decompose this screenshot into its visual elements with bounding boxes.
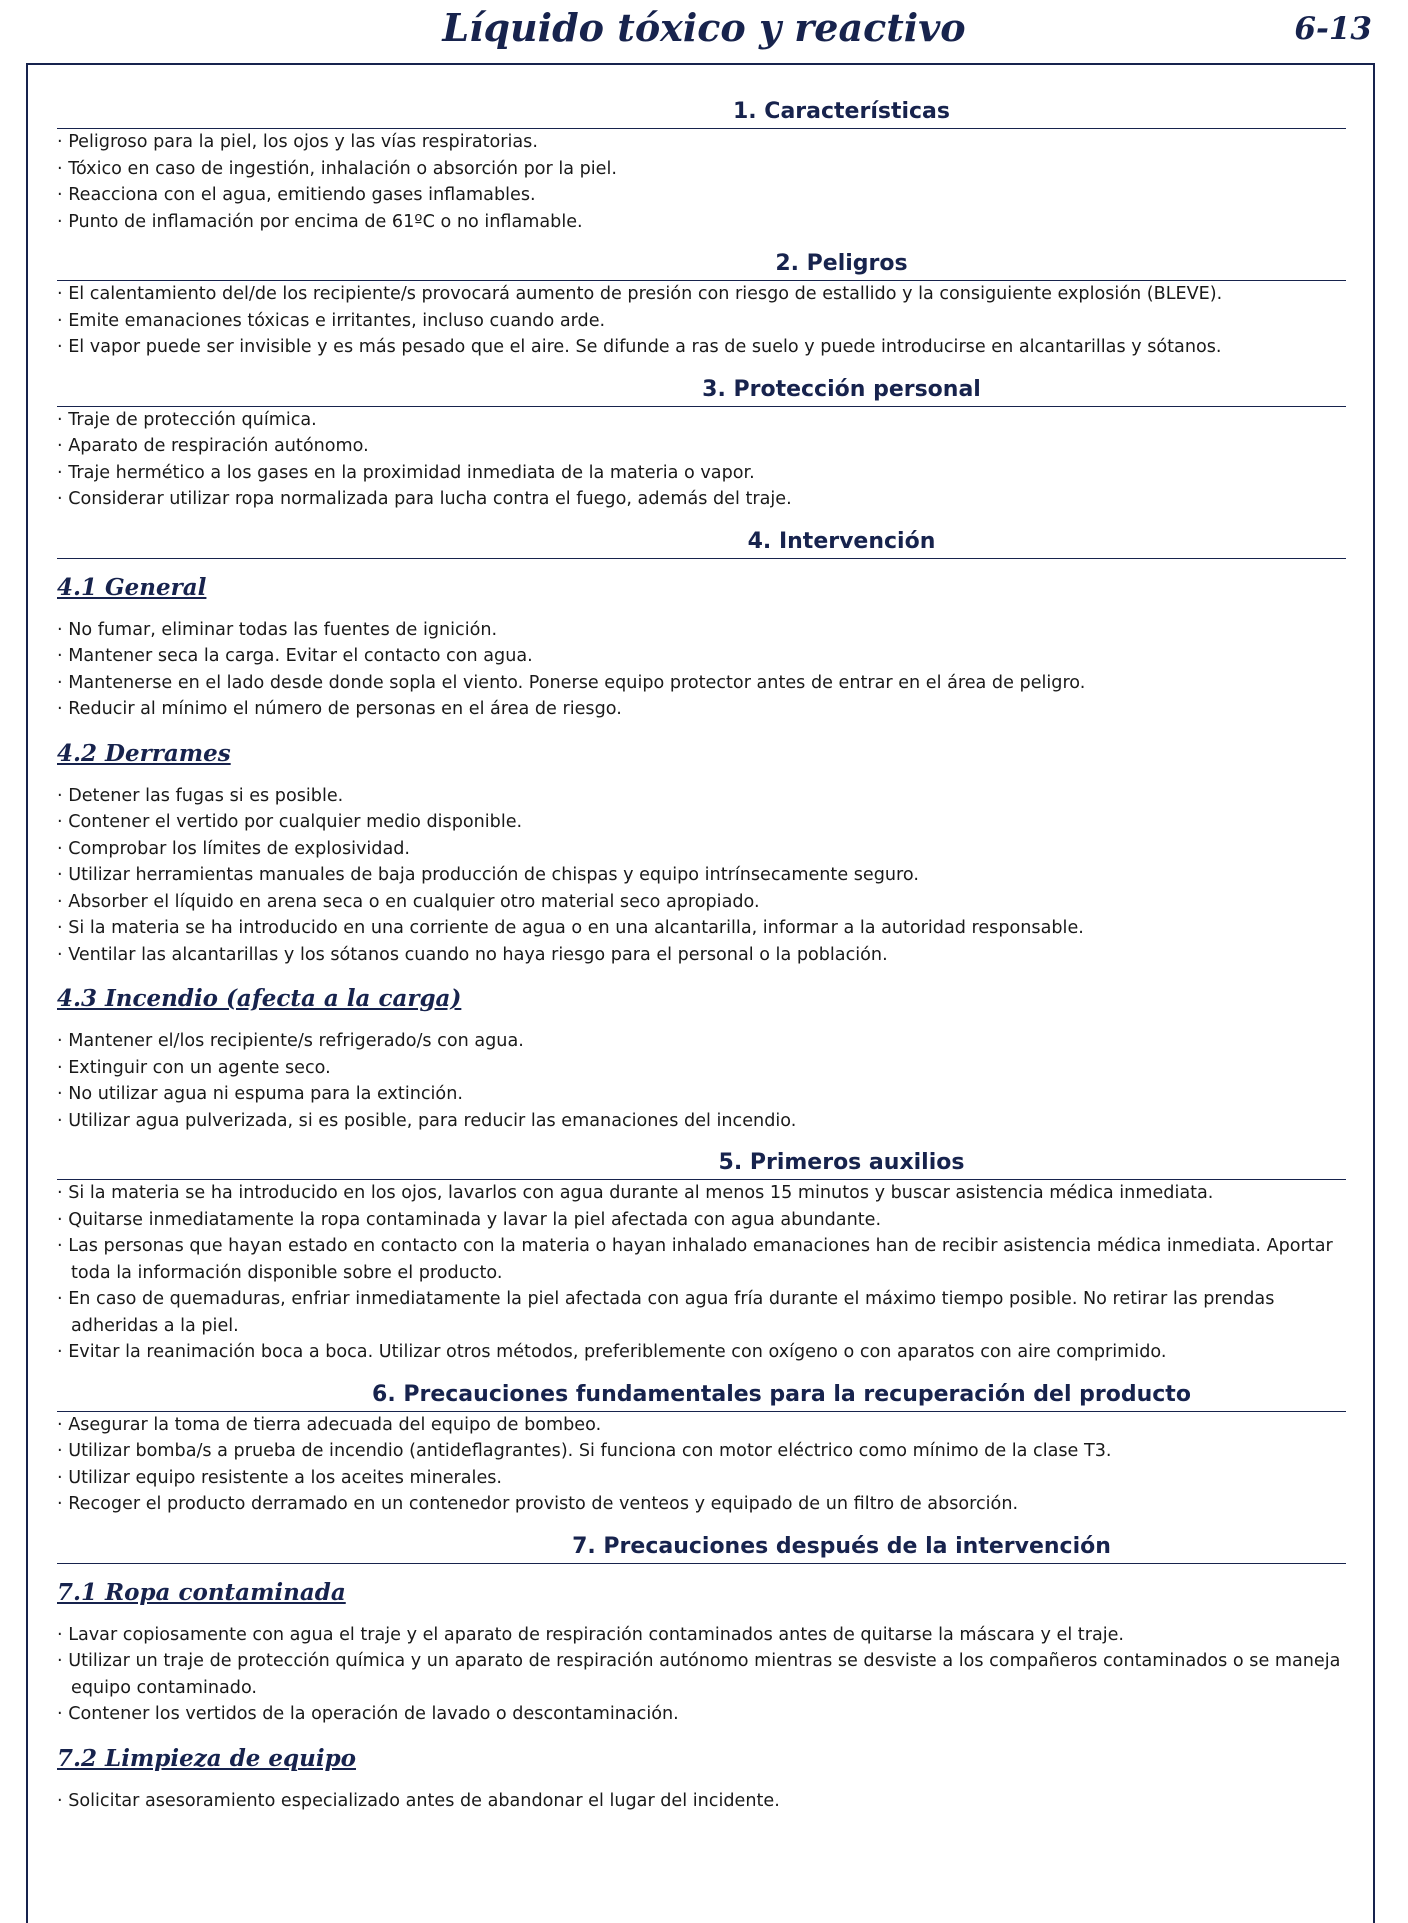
list-item: · Absorber el líquido en arena seca o en cualquier otro material seco apropiado.: [57, 889, 1346, 916]
list-item: · Asegurar la toma de tierra adecuada del equipo de bombeo.: [57, 1412, 1346, 1439]
page-number: 6-13: [1294, 11, 1372, 47]
section-heading-post-intervention: 7. Precauciones después de la intervención: [57, 1530, 1346, 1564]
list-item: · Traje de protección química.: [57, 407, 1346, 434]
list-item: · Traje hermético a los gases en la proximidad inmediata de la materia o vapor.: [57, 460, 1346, 487]
list-item: · Emite emanaciones tóxicas e irritantes, incluso cuando arde.: [57, 308, 1346, 335]
list-item: · Las personas que hayan estado en contacto con la materia o hayan inhalado emanaciones han de recibir asistencia médica inmediata. Aportar toda la información disponible sobre el producto.: [57, 1233, 1346, 1286]
list-item: · Recoger el producto derramado en un contenedor provisto de venteos y equipado de un filtro de absorción.: [57, 1491, 1346, 1518]
list-item: · El vapor puede ser invisible y es más pesado que el aire. Se difunde a ras de suelo y puede introducirse en alcantarillas y sótanos.: [57, 334, 1346, 361]
general-list: [57, 617, 1346, 723]
subsection-heading-general: 4.1 General: [57, 573, 207, 601]
first-aid-list: [57, 1180, 1346, 1366]
list-item: · Comprobar los límites de explosividad.: [57, 836, 1346, 863]
spills-list: [57, 783, 1346, 969]
section-heading-characteristics: 1. Características: [57, 95, 1346, 129]
list-item: · Aparato de respiración autónomo.: [57, 433, 1346, 460]
list-item: · Contener los vertidos de la operación de lavado o descontaminación.: [57, 1701, 1346, 1728]
section-heading-first-aid: 5. Primeros auxilios: [57, 1146, 1346, 1180]
page-title: Líquido tóxico y reactivo: [442, 5, 966, 50]
equipment-cleaning-list: [57, 1788, 1346, 1815]
list-item: · Utilizar bomba/s a prueba de incendio (antideflagrantes). Si funciona con motor eléctrico como mínimo de la clase T3.: [57, 1438, 1346, 1465]
list-item: · No utilizar agua ni espuma para la extinción.: [57, 1081, 1346, 1108]
list-item: · Mantener el/los recipiente/s refrigerado/s con agua.: [57, 1028, 1346, 1055]
section-heading-recovery-precautions: 6. Precauciones fundamentales para la recuperación del producto: [57, 1378, 1346, 1412]
list-item: · Utilizar agua pulverizada, si es posible, para reducir las emanaciones del incendio.: [57, 1108, 1346, 1135]
list-item: · Reducir al mínimo el número de personas en el área de riesgo.: [57, 696, 1346, 723]
list-item: · Si la materia se ha introducido en una corriente de agua o en una alcantarilla, informar a la autoridad responsable.: [57, 915, 1346, 942]
list-item: · Utilizar herramientas manuales de baja producción de chispas y equipo intrínsecamente seguro.: [57, 862, 1346, 889]
section-heading-personal-protection: 3. Protección personal: [57, 373, 1346, 407]
contaminated-clothing-list: [57, 1622, 1346, 1728]
list-item: · Mantenerse en el lado desde donde sopla el viento. Ponerse equipo protector antes de entrar en el área de peligro.: [57, 670, 1346, 697]
section-heading-intervention: 4. Intervención: [57, 525, 1346, 559]
list-item: · Quitarse inmediatamente la ropa contaminada y lavar la piel afectada con agua abundante.: [57, 1207, 1346, 1234]
list-item: · El calentamiento del/de los recipiente/s provocará aumento de presión con riesgo de estallido y la consiguiente explosión (BLEVE).: [57, 281, 1346, 308]
list-item: · En caso de quemaduras, enfriar inmediatamente la piel afectada con agua fría durante el máximo tiempo posible. No retirar las prendas adheridas a la piel.: [57, 1286, 1346, 1339]
list-item: · Considerar utilizar ropa normalizada para lucha contra el fuego, además del traje.: [57, 486, 1346, 513]
list-item: · Punto de inflamación por encima de 61ºC o no inflamable.: [57, 209, 1346, 236]
section-heading-hazards: 2. Peligros: [57, 247, 1346, 281]
list-item: · Ventilar las alcantarillas y los sótanos cuando no haya riesgo para el personal o la población.: [57, 942, 1346, 969]
recovery-precautions-list: [57, 1412, 1346, 1518]
list-item: · Tóxico en caso de ingestión, inhalación o absorción por la piel.: [57, 156, 1346, 183]
document-body: [57, 95, 1346, 1814]
list-item: · Reacciona con el agua, emitiendo gases inflamables.: [57, 182, 1346, 209]
list-item: · Lavar copiosamente con agua el traje y el aparato de respiración contaminados antes de quitarse la máscara y el traje.: [57, 1622, 1346, 1649]
list-item: · Detener las fugas si es posible.: [57, 783, 1346, 810]
list-item: · Utilizar equipo resistente a los aceites minerales.: [57, 1465, 1346, 1492]
list-item: · Extinguir con un agente seco.: [57, 1055, 1346, 1082]
characteristics-list: [57, 129, 1346, 235]
list-item: · Evitar la reanimación boca a boca. Utilizar otros métodos, preferiblemente con oxígeno o con aparatos con aire comprimido.: [57, 1339, 1346, 1366]
list-item: · No fumar, eliminar todas las fuentes de ignición.: [57, 617, 1346, 644]
list-item: · Peligroso para la piel, los ojos y las vías respiratorias.: [57, 129, 1346, 156]
fire-list: [57, 1028, 1346, 1134]
subsection-heading-spills: 4.2 Derrames: [57, 739, 231, 767]
list-item: · Solicitar asesoramiento especializado antes de abandonar el lugar del incidente.: [57, 1788, 1346, 1815]
subsection-heading-equipment-cleaning: 7.2 Limpieza de equipo: [57, 1744, 357, 1772]
hazards-list: [57, 281, 1346, 361]
list-item: · Si la materia se ha introducido en los ojos, lavarlos con agua durante al menos 15 minutos y buscar asistencia médica inmediata.: [57, 1180, 1346, 1207]
personal-protection-list: [57, 407, 1346, 513]
list-item: · Contener el vertido por cualquier medio disponible.: [57, 809, 1346, 836]
list-item: · Utilizar un traje de protección química y un aparato de respiración autónomo mientras se desviste a los compañeros contaminados o se maneja equipo contaminado.: [57, 1648, 1346, 1701]
subsection-heading-contaminated-clothing: 7.1 Ropa contaminada: [57, 1578, 346, 1606]
list-item: · Mantener seca la carga. Evitar el contacto con agua.: [57, 643, 1346, 670]
subsection-heading-fire: 4.3 Incendio (afecta a la carga): [57, 985, 462, 1012]
